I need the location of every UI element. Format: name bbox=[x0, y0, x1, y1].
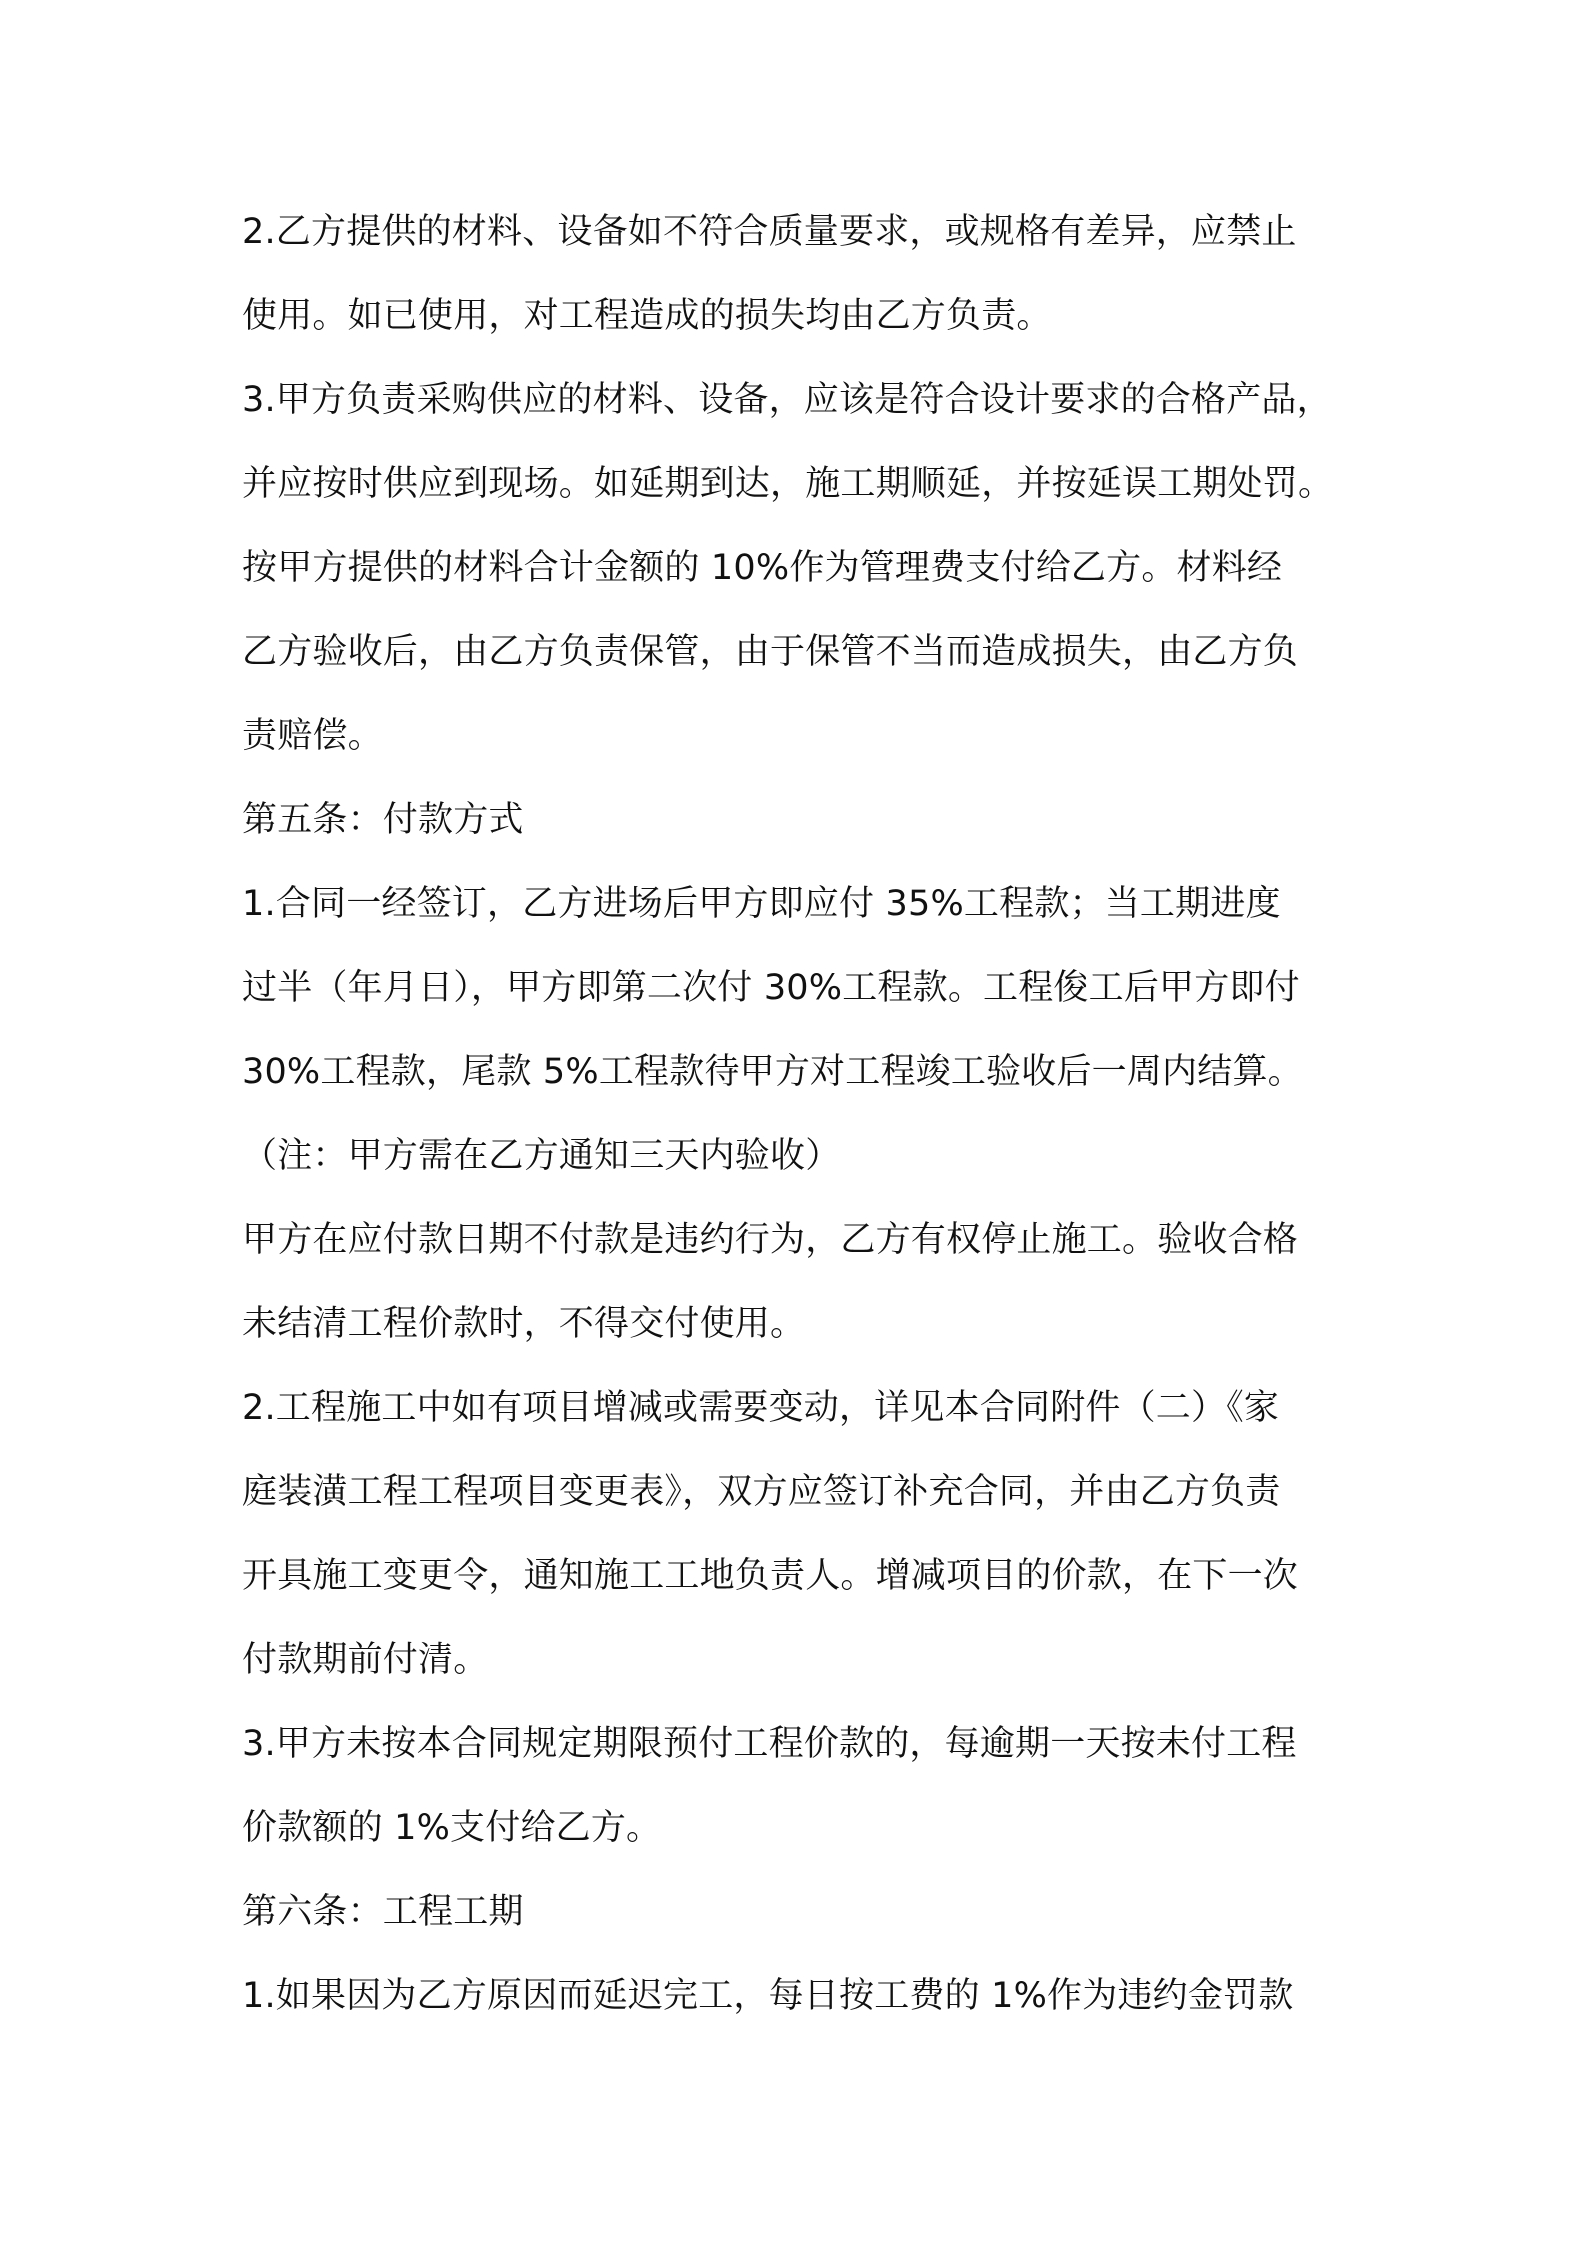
text-line: 责赔偿。 bbox=[242, 716, 383, 756]
text-line: 1.合同一经签订，乙方进场后甲方即应付 35%工程款；当工期进度 bbox=[242, 884, 1281, 924]
text-line: 3.甲方负责采购供应的材料、设备，应该是符合设计要求的合格产品， bbox=[242, 380, 1332, 420]
section-heading: 第五条：付款方式 bbox=[242, 800, 524, 840]
text-line: 过半（年月日），甲方即第二次付 30%工程款。工程俊工后甲方即付 bbox=[242, 968, 1300, 1008]
text-line: 2.乙方提供的材料、设备如不符合质量要求，或规格有差异，应禁止 bbox=[242, 212, 1297, 252]
text-line: 开具施工变更令，通知施工工地负责人。增减项目的价款，在下一次 bbox=[242, 1556, 1299, 1596]
text-line: 2.工程施工中如有项目增减或需要变动，详见本合同附件（二）《家 bbox=[242, 1388, 1280, 1428]
contract-text-block bbox=[242, 190, 1362, 2038]
text-line: 甲方在应付款日期不付款是违约行为，乙方有权停止施工。验收合格 bbox=[242, 1220, 1299, 1260]
text-line: 庭装潢工程工程项目变更表》，双方应签订补充合同，并由乙方负责 bbox=[242, 1472, 1281, 1512]
text-line: 使用。如已使用，对工程造成的损失均由乙方负责。 bbox=[242, 296, 1052, 336]
text-line: （注：甲方需在乙方通知三天内验收） bbox=[242, 1136, 841, 1176]
text-line: 按甲方提供的材料合计金额的 10%作为管理费支付给乙方。材料经 bbox=[242, 548, 1283, 588]
text-line: 并应按时供应到现场。如延期到达，施工期顺延，并按延误工期处罚。 bbox=[242, 464, 1334, 504]
section-heading: 第六条：工程工期 bbox=[242, 1892, 524, 1932]
text-line: 乙方验收后，由乙方负责保管，由于保管不当而造成损失，由乙方负 bbox=[242, 632, 1299, 672]
text-line: 30%工程款，尾款 5%工程款待甲方对工程竣工验收后一周内结算。 bbox=[242, 1052, 1303, 1092]
text-line: 付款期前付清。 bbox=[242, 1640, 489, 1680]
text-line: 1.如果因为乙方原因而延迟完工，每日按工费的 1%作为违约金罚款 bbox=[242, 1976, 1294, 2016]
text-line: 未结清工程价款时，不得交付使用。 bbox=[242, 1304, 806, 1344]
text-line: 3.甲方未按本合同规定期限预付工程价款的，每逾期一天按未付工程 bbox=[242, 1724, 1297, 1764]
text-line: 价款额的 1%支付给乙方。 bbox=[242, 1808, 662, 1848]
